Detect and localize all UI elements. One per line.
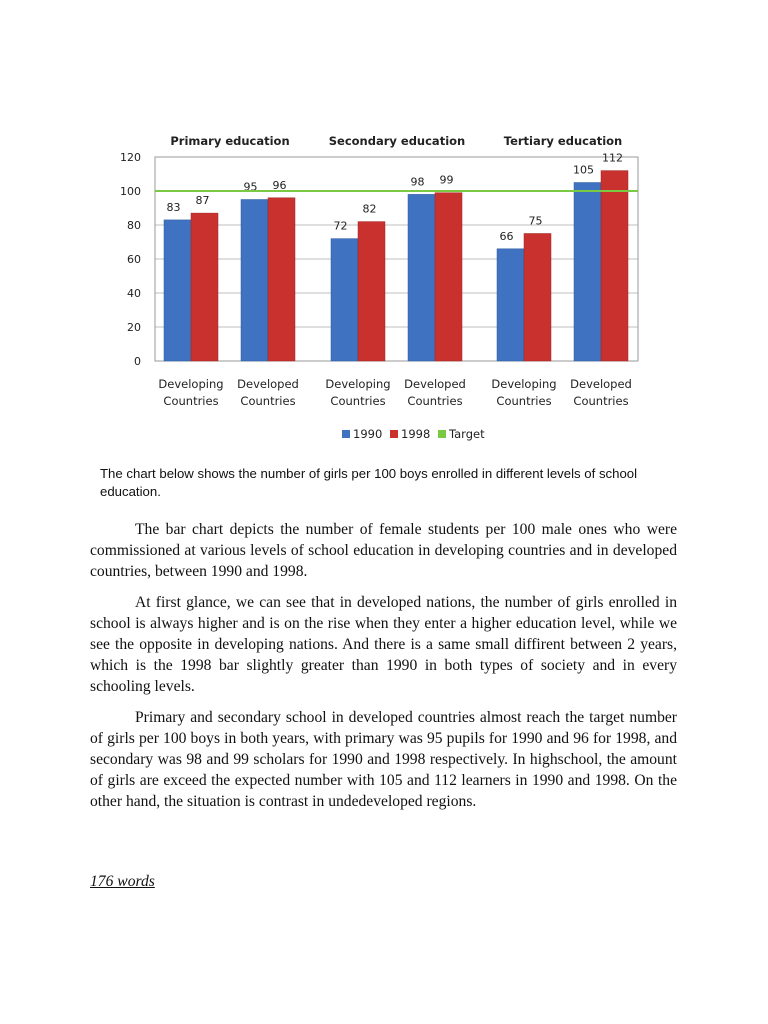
x-tick-label: Developing — [491, 377, 557, 391]
legend-label: 1998 — [401, 427, 431, 441]
x-tick-label: Developing — [158, 377, 224, 391]
bar-1998 — [601, 171, 628, 361]
group-title: Secondary education — [328, 134, 466, 148]
x-tick-label: Countries — [573, 394, 629, 408]
bar-1998 — [358, 222, 385, 361]
essay-body — [90, 519, 677, 822]
essay-paragraph-1: The bar chart depicts the number of female students per 100 male ones who were commissioned at various levels of school education in developing countries and in developed countries, between 1990 and 1998. — [90, 521, 677, 580]
chart-caption: The chart below shows the number of girls per 100 boys enrolled in different levels of school education. — [100, 466, 638, 499]
essay-paragraph-2: At first glance, we can see that in developed nations, the number of girls enrolled in school is always higher and is on the rise when they enter a higher education level, while we see the opposite in developing nations. And there is a same small diffirent between 2 years, which is the 1998 bar slightly greater than 1990 in both types of society and in every schooling levels. — [90, 594, 677, 695]
y-tick-label: 60 — [127, 253, 141, 266]
bar-1990 — [497, 249, 524, 361]
group-title: Primary education — [170, 134, 290, 148]
legend-swatch — [390, 430, 398, 438]
x-tick-label: Developed — [237, 377, 299, 391]
chart-area — [0, 0, 768, 460]
x-tick-label: Countries — [407, 394, 463, 408]
legend-swatch — [438, 430, 446, 438]
bar-1998 — [524, 234, 551, 362]
x-tick-label: Developed — [404, 377, 466, 391]
x-tick-label: Countries — [330, 394, 386, 408]
x-tick-label: Countries — [240, 394, 296, 408]
bar-1998 — [435, 193, 462, 361]
data-label: 72 — [333, 219, 348, 233]
data-label: 82 — [362, 202, 377, 216]
y-tick-label: 40 — [127, 287, 141, 300]
word-count: 176 words — [90, 873, 155, 890]
y-tick-label: 0 — [134, 355, 141, 368]
y-tick-label: 120 — [120, 151, 141, 164]
x-tick-label: Developing — [325, 377, 391, 391]
legend-label: Target — [449, 427, 485, 441]
y-tick-label: 20 — [127, 321, 141, 334]
group-title: Tertiary education — [503, 134, 623, 148]
data-label: 87 — [195, 194, 210, 208]
data-label: 96 — [272, 178, 287, 192]
y-tick-label: 80 — [127, 219, 141, 232]
data-label: 95 — [243, 180, 258, 194]
data-label: 75 — [528, 214, 543, 228]
bar-chart — [0, 0, 768, 460]
data-label: 83 — [166, 200, 181, 214]
bar-1990 — [331, 239, 358, 361]
legend-swatch — [342, 430, 350, 438]
bar-1998 — [191, 213, 218, 361]
essay-paragraph-3: Primary and secondary school in developed countries almost reach the target number of girls per 100 boys in both years, with primary was 95 pupils for 1990 and 96 for 1998, and secondary was 98 and 99 scholars for 1990 and 1998 respectively. In highschool, the amount of girls are exceed the expected number with 105 and 112 learners in 1990 and 1998. On the other hand, the situation is contrast in undedeveloped regions. — [90, 709, 677, 810]
data-label: 99 — [439, 173, 454, 187]
bar-1998 — [268, 198, 295, 361]
x-tick-label: Countries — [496, 394, 552, 408]
data-label: 105 — [573, 163, 594, 177]
y-tick-label: 100 — [120, 185, 141, 198]
x-tick-label: Countries — [163, 394, 219, 408]
bar-1990 — [574, 183, 601, 362]
bar-1990 — [408, 194, 435, 361]
data-label: 112 — [602, 151, 623, 165]
data-label: 66 — [499, 229, 514, 243]
bar-1990 — [164, 220, 191, 361]
x-tick-label: Developed — [570, 377, 632, 391]
legend-label: 1990 — [353, 427, 383, 441]
bar-1990 — [241, 200, 268, 362]
data-label: 98 — [410, 175, 425, 189]
